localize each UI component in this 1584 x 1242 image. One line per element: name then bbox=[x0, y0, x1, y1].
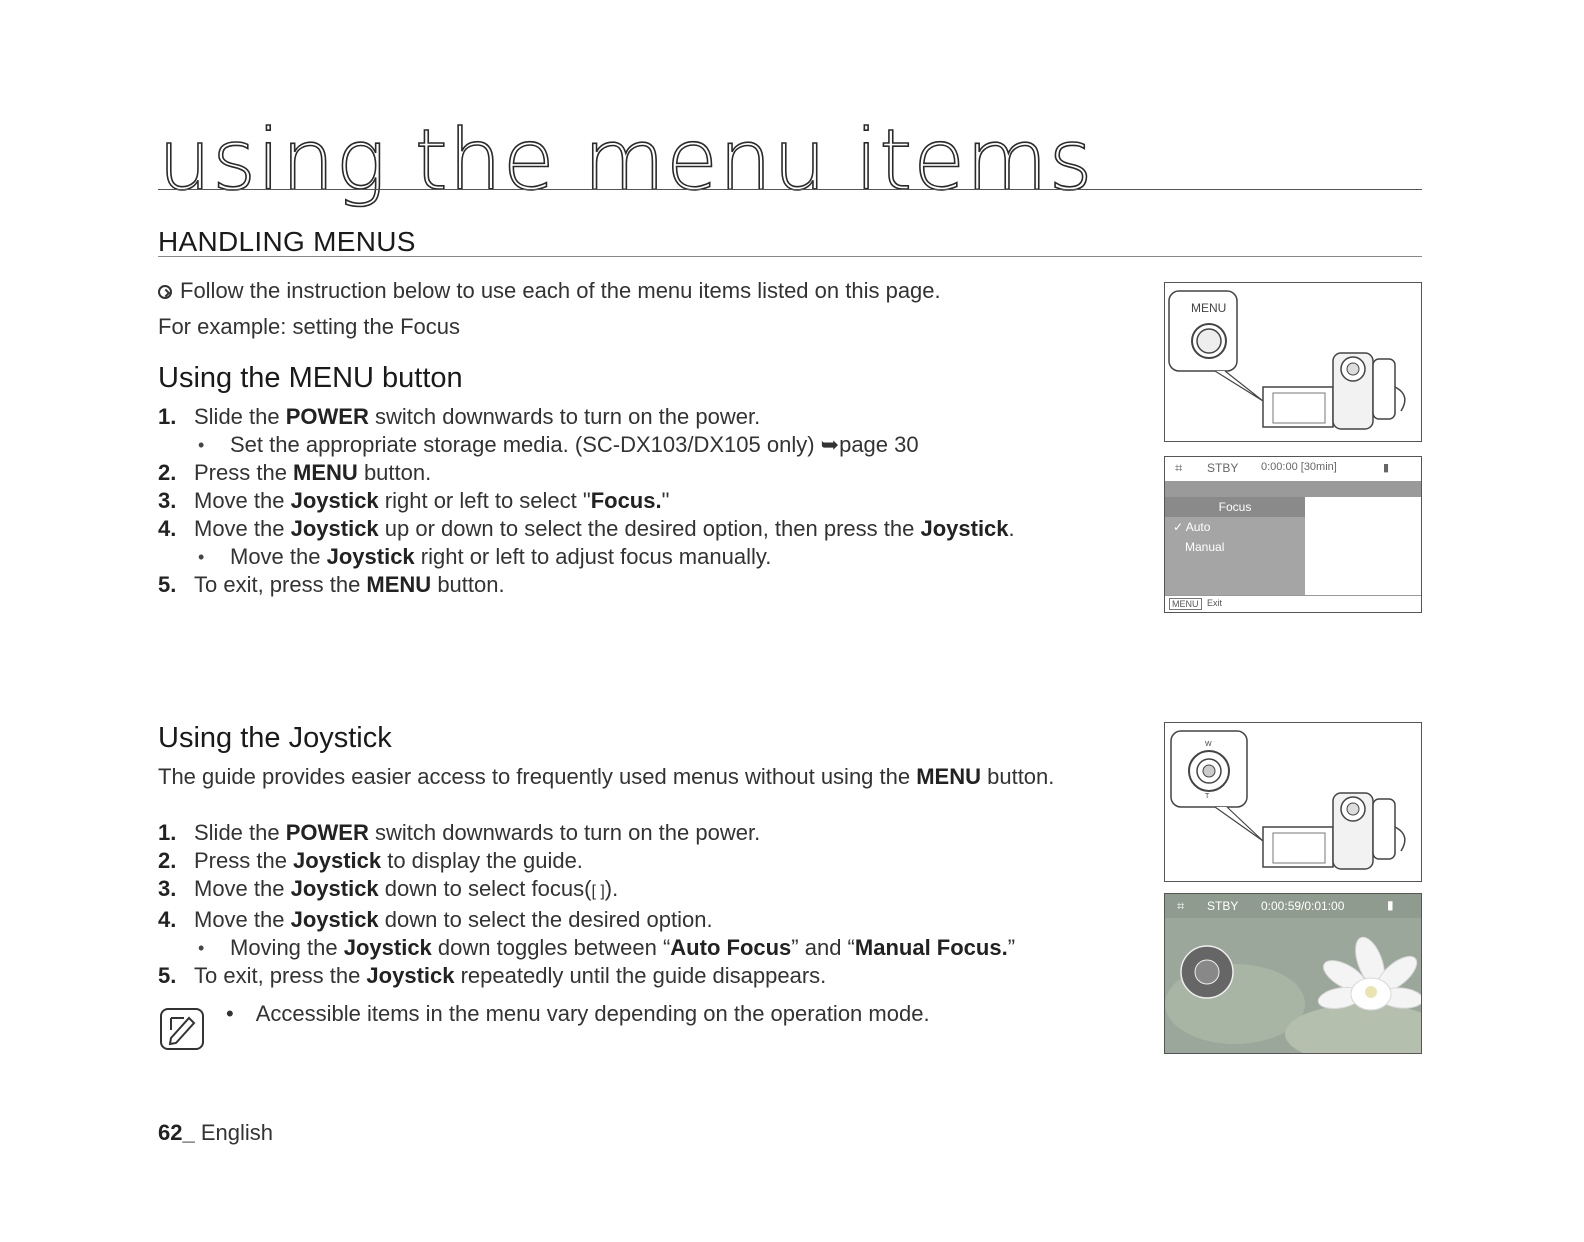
lcd-menu-panel: Focus ✓ Auto Manual bbox=[1165, 497, 1305, 595]
joystick-t-label: T bbox=[1205, 793, 1210, 800]
menu-step-4-sub: • Move the Joystick right or left to adjust focus manually. bbox=[158, 543, 1015, 571]
battery-icon: ▮ bbox=[1383, 462, 1390, 474]
lcd-status-bar: ⌗ STBY 0:00:00 [30min] ▮ bbox=[1165, 457, 1421, 482]
section-rule bbox=[158, 256, 1422, 257]
lcd-joystick-guide-illustration: ⌗ STBY 0:00:59/0:01:00 ▮ bbox=[1164, 893, 1422, 1054]
battery-icon: ▮ bbox=[1387, 898, 1394, 912]
joystick-description: The guide provides easier access to frequently used menus without using the MENU button. bbox=[158, 764, 1055, 789]
joystick-section-heading: Using the Joystick bbox=[158, 722, 392, 754]
intro bbox=[158, 273, 941, 345]
focus-icon: [ ] bbox=[591, 883, 605, 900]
circle-arrow-icon bbox=[158, 285, 172, 299]
note: • Accessible items in the menu vary depending on the operation mode. bbox=[226, 1001, 930, 1026]
joystick-step-4-sub: • Moving the Joystick down toggles between “Auto Focus” and “Manual Focus.” bbox=[158, 934, 1015, 962]
lcd-menu-tabs bbox=[1165, 481, 1421, 497]
joystick-step-4: 4. Move the Joystick down to select the desired option. bbox=[158, 907, 713, 932]
note-icon bbox=[160, 1008, 204, 1050]
camera-mode-icon: ⌗ bbox=[1175, 460, 1183, 475]
menu-step-1: 1. Slide the POWER switch downwards to turn on the power. bbox=[158, 404, 761, 429]
camcorder-joystick-illustration bbox=[1164, 722, 1422, 882]
menu-label: MENU bbox=[1191, 301, 1227, 315]
check-icon: ✓ bbox=[1173, 520, 1184, 534]
joystick-w-label: W bbox=[1205, 741, 1212, 748]
camcorder-menu-illustration bbox=[1164, 282, 1422, 442]
page-title: using the menu items bbox=[158, 111, 1094, 209]
menu-steps bbox=[158, 403, 1015, 599]
menu-section-heading: Using the MENU button bbox=[158, 362, 463, 394]
menu-step-5: 5. To exit, press the MENU button. bbox=[158, 572, 505, 597]
joystick-step-3: 3. Move the Joystick down to select focus([ ]). bbox=[158, 876, 619, 901]
section-heading: HANDLING MENUS bbox=[158, 226, 416, 257]
lcd-menu-illustration: ⌗ STBY 0:00:00 [30min] ▮ Focus ✓ Auto Manual MENU Exit bbox=[1164, 456, 1422, 613]
camera-mode-icon: ⌗ bbox=[1177, 898, 1185, 913]
menu-step-2: 2. Press the MENU button. bbox=[158, 460, 432, 485]
page-footer: 62_ English bbox=[158, 1120, 273, 1145]
joystick-step-2: 2. Press the Joystick to display the guide. bbox=[158, 848, 583, 873]
title-rule bbox=[158, 189, 1422, 190]
intro-line-1: Follow the instruction below to use each of the menu items listed on this page. bbox=[158, 273, 941, 309]
joystick-step-5: 5. To exit, press the Joystick repeatedly until the guide disappears. bbox=[158, 963, 827, 988]
joystick-steps bbox=[158, 819, 1015, 990]
menu-step-1-sub: • Set the appropriate storage media. (SC-DX103/DX105 only) ➥page 30 bbox=[158, 431, 1015, 459]
menu-step-3: 3. Move the Joystick right or left to select "Focus." bbox=[158, 488, 670, 513]
joystick-step-1: 1. Slide the POWER switch downwards to turn on the power. bbox=[158, 820, 761, 845]
menu-step-4: 4. Move the Joystick up or down to select the desired option, then press the Joystick. bbox=[158, 516, 1015, 541]
intro-line-2: For example: setting the Focus bbox=[158, 314, 461, 339]
